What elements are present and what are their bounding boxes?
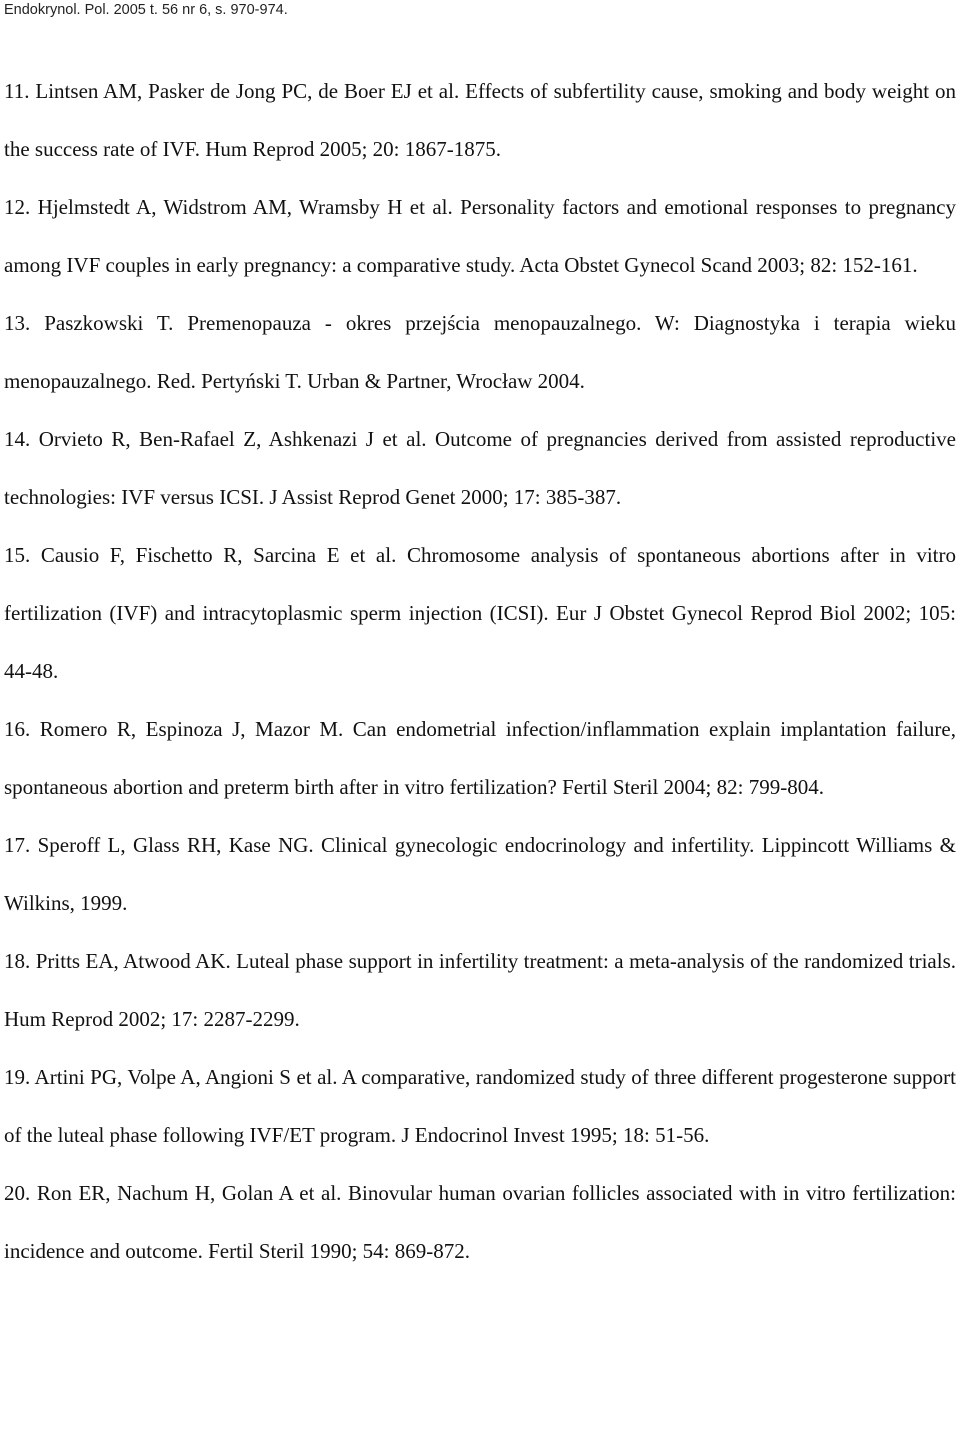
- reference-item-19: 19. Artini PG, Volpe A, Angioni S et al. A comparative, randomized study of three different progesterone support of the luteal phase following IVF/ET program. J Endocrinol Invest 1995; 18: 51-56.: [4, 1065, 956, 1147]
- reference-item-15: 15. Causio F, Fischetto R, Sarcina E et al. Chromosome analysis of spontaneous abortions after in vitro fertilization (IVF) and intracytoplasmic sperm injection (ICSI). Eur J Obstet Gynecol Reprod Biol 2002; 105: 44-48.: [4, 543, 956, 683]
- reference-item-20: 20. Ron ER, Nachum H, Golan A et al. Binovular human ovarian follicles associated with in vitro fertilization: incidence and outcome. Fertil Steril 1990; 54: 869-872.: [4, 1181, 956, 1263]
- reference-item-14: 14. Orvieto R, Ben-Rafael Z, Ashkenazi J et al. Outcome of pregnancies derived from assisted reproductive technologies: IVF versus ICSI. J Assist Reprod Genet 2000; 17: 385-387.: [4, 427, 956, 509]
- running-header: Endokrynol. Pol. 2005 t. 56 nr 6, s. 970-974.: [4, 2, 288, 18]
- reference-item-11: 11. Lintsen AM, Pasker de Jong PC, de Boer EJ et al. Effects of subfertility cause, smoking and body weight on the success rate of IVF. Hum Reprod 2005; 20: 1867-1875.: [4, 79, 956, 161]
- reference-item-17: 17. Speroff L, Glass RH, Kase NG. Clinical gynecologic endocrinology and infertility. Lippincott Williams & Wilkins, 1999.: [4, 833, 956, 915]
- reference-item-18: 18. Pritts EA, Atwood AK. Luteal phase support in infertility treatment: a meta-analysis of the randomized trials. Hum Reprod 2002; 17: 2287-2299.: [4, 949, 956, 1031]
- reference-item-16: 16. Romero R, Espinoza J, Mazor M. Can endometrial infection/inflammation explain implantation failure, spontaneous abortion and preterm birth after in vitro fertilization? Fertil Steril 2004; 82: 799-804.: [4, 717, 956, 799]
- reference-list: [4, 62, 956, 1280]
- reference-item-12: 12. Hjelmstedt A, Widstrom AM, Wramsby H et al. Personality factors and emotional responses to pregnancy among IVF couples in early pregnancy: a comparative study. Acta Obstet Gynecol Scand 2003; 82: 152-161.: [4, 195, 956, 277]
- reference-item-13: 13. Paszkowski T. Premenopauza - okres przejścia menopauzalnego. W: Diagnostyka i terapia wieku menopauzalnego. Red. Pertyński T. Urban & Partner, Wrocław 2004.: [4, 311, 956, 393]
